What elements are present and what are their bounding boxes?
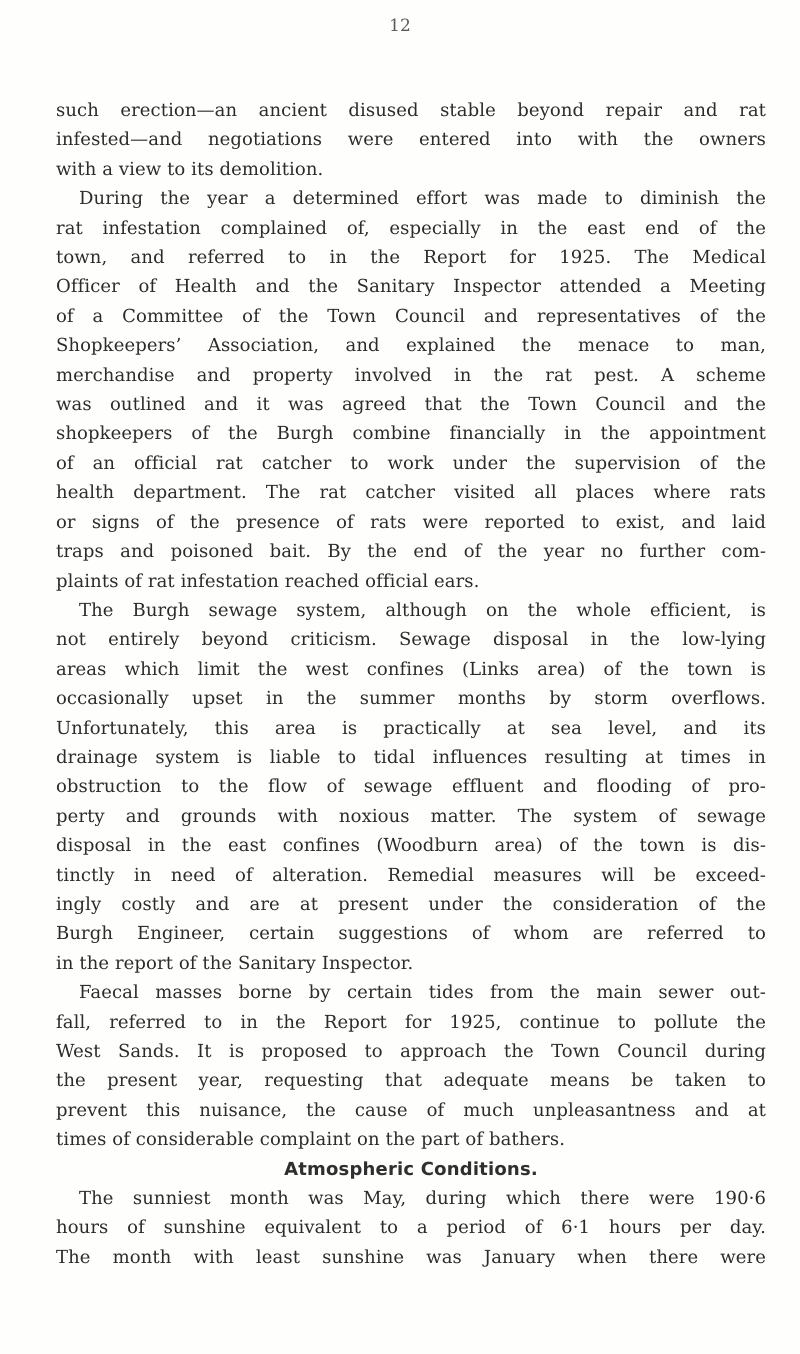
text-line: Shopkeepers’ Association, and explained the menace to man, [56, 335, 766, 357]
text-line: rat infestation complained of, especially in the east end of the [56, 217, 766, 239]
text-line: drainage system is liable to tidal influences resulting at times in [56, 746, 766, 768]
text-line: merchandise and property involved in the rat pest. A scheme [56, 364, 766, 386]
text-line: ingly costly and are at present under the consideration of the [56, 893, 766, 915]
text-line: shopkeepers of the Burgh combine financially in the appointment [56, 423, 766, 445]
text-line: times of considerable complaint on the part of bathers. [56, 1129, 566, 1151]
text-line: occasionally upset in the summer months by storm overflows. [56, 688, 766, 710]
text-line: town, and referred to in the Report for 1925. The Medical [56, 247, 766, 269]
text-line: or signs of the presence of rats were reported to exist, and laid [56, 511, 766, 533]
text-line: West Sands. It is proposed to approach the Town Council during [56, 1041, 766, 1062]
page-number: 12 [389, 16, 411, 36]
text-line: hours of sunshine equivalent to a period of 6·1 hours per day. [56, 1217, 766, 1239]
text-line: plaints of rat infestation reached official ears. [56, 570, 480, 592]
text-line: infested—and negotiations were entered into with the owners [56, 129, 766, 151]
text-line: The month with least sunshine was January when there were [56, 1246, 766, 1268]
text-line: fall, referred to in the Report for 1925, continue to pollute the [56, 1011, 766, 1033]
text-line: areas which limit the west confines (Links area) of the town is [56, 658, 766, 680]
text-line: disposal in the east confines (Woodburn area) of the town is dis- [56, 835, 766, 857]
text-line: the present year, requesting that adequate means be taken to [56, 1070, 766, 1092]
text-line: During the year a determined effort was made to diminish the [79, 188, 766, 210]
text-line: Officer of Health and the Sanitary Inspector attended a Meeting [56, 276, 766, 298]
text-line: tinctly in need of alteration. Remedial measures will be exceed- [56, 864, 766, 886]
text-line: with a view to its demolition. [56, 158, 324, 180]
text-line: in the report of the Sanitary Inspector. [56, 952, 414, 974]
text-line: Faecal masses borne by certain tides from the main sewer out- [79, 982, 766, 1004]
text-line: The Burgh sewage system, although on the whole efficient, is [79, 599, 766, 621]
text-line: not entirely beyond criticism. Sewage disposal in the low-lying [56, 629, 766, 651]
text-line: such erection—an ancient disused stable beyond repair and rat [56, 100, 766, 121]
text-line: was outlined and it was agreed that the Town Council and the [56, 394, 766, 416]
text-line: health department. The rat catcher visited all places where rats [56, 482, 766, 504]
text-line: perty and grounds with noxious matter. The system of sewage [56, 805, 766, 827]
text-line: The sunniest month was May, during which there were 190·6 [79, 1188, 766, 1210]
text-line: traps and poisoned bait. By the end of the year no further com- [56, 541, 766, 563]
text-line: of a Committee of the Town Council and representatives of the [56, 305, 766, 327]
text-line: of an official rat catcher to work under the supervision of the [56, 452, 766, 474]
section-heading: Atmospheric Conditions. [284, 1158, 538, 1180]
text-line: prevent this nuisance, the cause of much unpleasantness and at [56, 1099, 766, 1121]
text-line: Burgh Engineer, certain suggestions of whom are referred to [56, 923, 766, 945]
body-text [56, 96, 766, 1272]
text-line: Unfortunately, this area is practically at sea level, and its [56, 717, 766, 739]
text-line: obstruction to the flow of sewage effluent and flooding of pro- [56, 776, 766, 798]
